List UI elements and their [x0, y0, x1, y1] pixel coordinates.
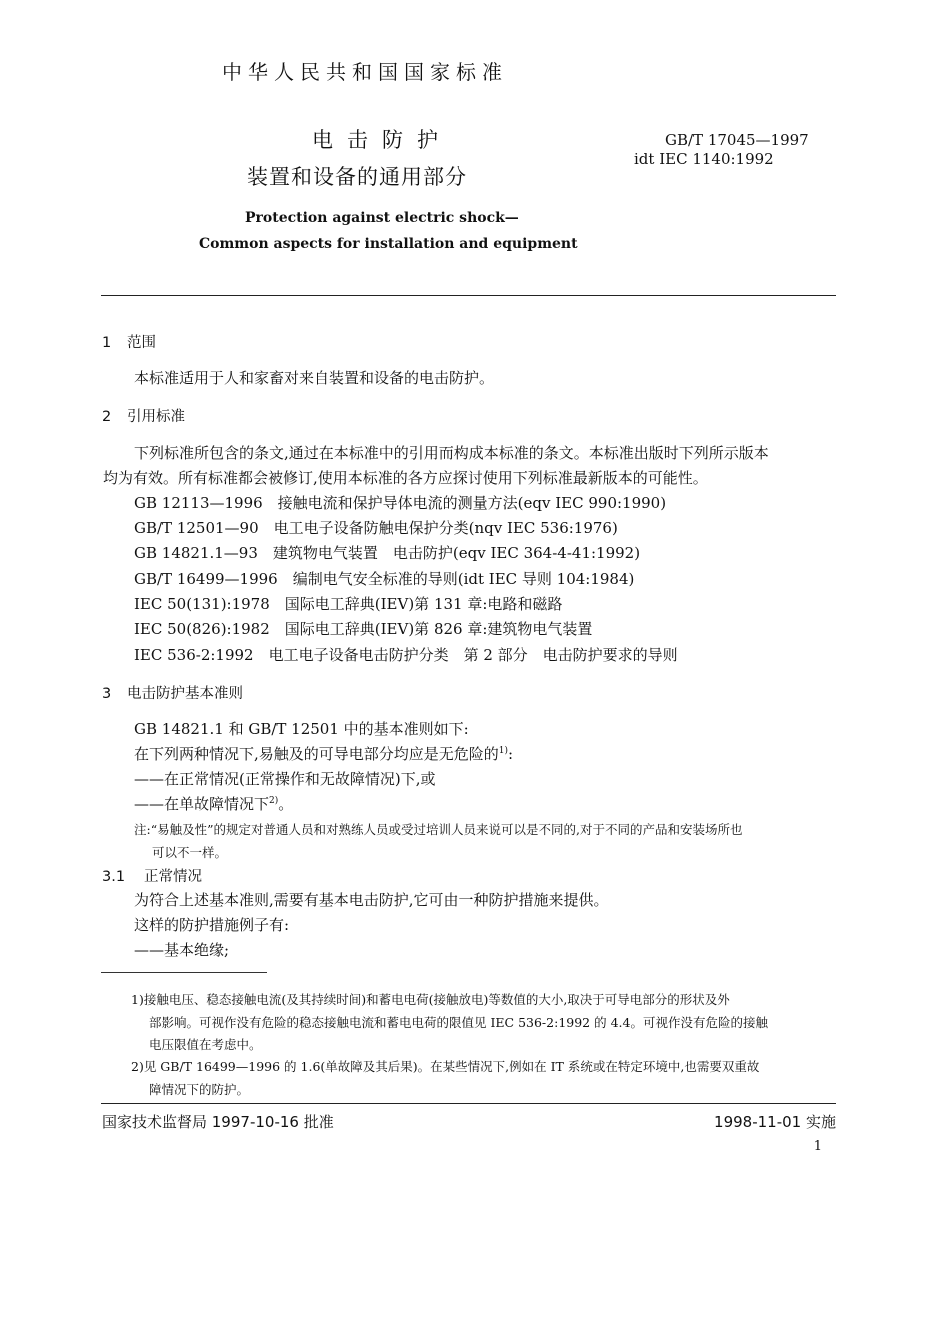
english-title-line-2: Common aspects for installation and equipment	[199, 236, 578, 252]
footnote-1-line-1: 1)接触电压、稳态接触电流(及其持续时间)和蓄电电荷(接触放电)等数值的大小,取决于可导电部分的形状及外	[131, 992, 730, 1007]
footnote-ref-1: 1)	[498, 746, 509, 756]
reference-item: GB/T 12501—90 电工电子设备防触电保护分类(nqv IEC 536:1976)	[134, 519, 618, 537]
footnote-ref-2: 2)	[269, 796, 279, 806]
page-number: 1	[813, 1139, 822, 1154]
section-3-1-line-3: ——基本绝缘;	[134, 941, 230, 959]
section-3-note-line-2: 可以不一样。	[152, 845, 228, 860]
section-3-line-1: GB 14821.1 和 GB/T 12501 中的基本准则如下:	[134, 720, 469, 738]
section-3-title: 电击防护基本准则	[127, 686, 243, 702]
reference-item: GB 14821.1—93 建筑物电气装置 电击防护(eqv IEC 364-4-41:1992)	[134, 544, 641, 562]
section-2-number: 2	[102, 409, 112, 425]
section-3-line-3: ——在正常情况(正常操作和无故障情况)下,或	[134, 770, 436, 788]
title-divider	[101, 295, 836, 296]
reference-item: IEC 50(826):1982 国际电工辞典(IEV)第 826 章:建筑物电气装置	[134, 620, 593, 638]
footnote-2-line-1: 2)见 GB/T 16499—1996 的 1.6(单故障及其后果)。在某些情况下,例如在 IT 系统或在特定环境中,也需要双重故	[131, 1059, 760, 1074]
reference-item: IEC 536-2:1992 电工电子设备电击防护分类 第 2 部分 电击防护要求的导则	[134, 646, 678, 664]
english-title-line-1: Protection against electric shock—	[245, 210, 519, 226]
title-line-1: 电击防护	[312, 128, 452, 152]
footnote-2-line-2: 障情况下的防护。	[149, 1082, 250, 1097]
section-3-line-4-end: 。	[278, 795, 294, 813]
footnote-1-line-3: 电压限值在考虑中。	[149, 1037, 262, 1052]
section-3-1-line-1: 为符合上述基本准则,需要有基本电击防护,它可由一种防护措施来提供。	[134, 891, 609, 909]
section-2-heading	[102, 405, 185, 426]
standard-code: GB/T 17045—1997	[665, 131, 809, 149]
section-3-1-line-2: 这样的防护措施例子有:	[134, 916, 290, 934]
section-1-heading	[102, 331, 156, 352]
publisher-header: 中华人民共和国国家标准	[222, 60, 508, 84]
section-1-title: 范围	[127, 335, 156, 351]
section-3-line-4-text: ——在单故障情况下	[134, 795, 270, 813]
reference-item: GB/T 16499—1996 编制电气安全标准的导则(idt IEC 导则 104:1984)	[134, 570, 635, 588]
section-3-line-4	[134, 793, 293, 814]
title-line-2: 装置和设备的通用部分	[247, 165, 467, 189]
section-2-intro-line-1: 下列标准所包含的条文,通过在本标准中的引用而构成本标准的条文。本标准出版时下列所示版本	[134, 444, 769, 462]
reference-item: GB 12113—1996 接触电流和保护导体电流的测量方法(eqv IEC 990:1990)	[134, 494, 667, 512]
section-2-intro-line-2: 均为有效。所有标准都会被修订,使用本标准的各方应探讨使用下列标准最新版本的可能性。	[103, 469, 708, 487]
section-3-heading	[102, 682, 243, 703]
section-3-line-2	[134, 743, 513, 764]
footnote-1-line-2: 部影响。可视作没有危险的稳态接触电流和蓄电电荷的限值见 IEC 536-2:1992 的 4.4。可视作没有危险的接触	[149, 1015, 768, 1030]
reference-item: IEC 50(131):1978 国际电工辞典(IEV)第 131 章:电路和磁路	[134, 595, 563, 613]
footer-divider	[101, 1103, 836, 1104]
effective-date: 1998-11-01 实施	[714, 1113, 836, 1131]
standard-equivalence: idt IEC 1140:1992	[634, 150, 774, 168]
section-3-1-title: 正常情况	[144, 869, 202, 885]
section-3-note-line-1: 注:“易触及性”的规定对普通人员和对熟练人员或受过培训人员来说可以是不同的,对于不同的产品和安装场所也	[134, 822, 743, 837]
section-3-line-2-end: :	[508, 745, 514, 763]
footnote-separator	[101, 972, 267, 973]
section-1-number: 1	[102, 335, 112, 351]
approval-date: 国家技术监督局 1997-10-16 批准	[102, 1113, 334, 1131]
section-3-1-heading	[102, 865, 202, 886]
section-3-1-number: 3.1	[102, 869, 126, 885]
section-3-line-2-text: 在下列两种情况下,易触及的可导电部分均应是无危险的	[134, 745, 499, 763]
section-3-number: 3	[102, 686, 112, 702]
section-2-title: 引用标准	[127, 409, 185, 425]
section-1-text: 本标准适用于人和家畜对来自装置和设备的电击防护。	[134, 369, 495, 387]
